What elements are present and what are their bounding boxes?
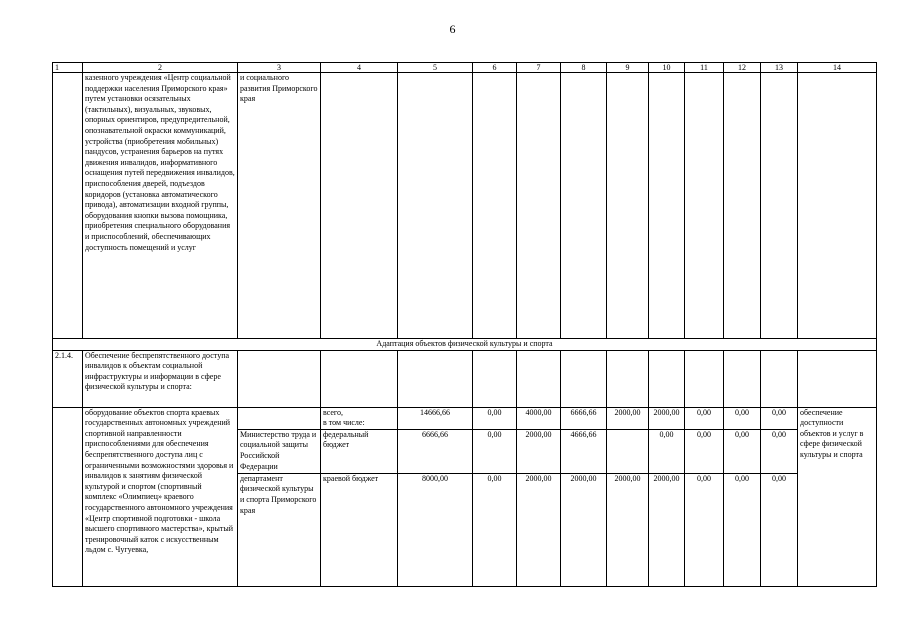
table-cell: 0,00 (761, 407, 798, 429)
col-header-12: 12 (724, 63, 761, 73)
section-title: Адаптация объектов физической культуры и спорта (53, 339, 877, 351)
table-cell: 0,00 (685, 407, 724, 429)
table-cell: 2000,00 (607, 407, 649, 429)
table-cell: 0,00 (685, 473, 724, 586)
table-cell: 0,00 (473, 473, 517, 586)
table-cell: 0,00 (724, 473, 761, 586)
funding-source: всего, (321, 407, 398, 418)
table-cell (607, 429, 649, 473)
col-header-14: 14 (798, 63, 877, 73)
table-cell: 0,00 (724, 407, 761, 429)
program-table (52, 62, 877, 587)
measure-description: оборудование объектов спорта краевых государственных автономных учреждений спортивной направленности приспособлениями для обеспечения беспрепятственного доступа лиц с ограниченными возможностями здоровья и инвалидов к занятиям физической культурой и спортом (спортивный комплекс «Олимпиец» краевого государственного автономного учреждения «Центр спортивной подготовки - школа высшего спортивного мастерства», крытый тренировочный каток с искусственным льдом с. Чугуевка, (83, 407, 238, 586)
table-cell: 14666,66 (398, 407, 473, 429)
col-header-7: 7 (517, 63, 561, 73)
measure-description: казенного учреждения «Центр социальной поддержки населения Приморского края» путем установки осязательных (тактильных), визуальных, звуковых, опорных ориентиров, предупредительной, опознавательной окраски коммуникаций, устройства (приобретения мобильных) пандусов, устранения барьеров на путях движения инвалидов, информативного оснащения путей передвижения инвалидов, приспособления дверей, подъездов коридоров (установка автоматического привода), автоматизации входной группы, оборудования кнопки вызова помощника, приобретения специального оборудования и приспособлений, обеспечивающих доступность помещений и услуг (83, 73, 238, 339)
table-cell: 2000,00 (517, 429, 561, 473)
col-header-6: 6 (473, 63, 517, 73)
table-cell: 0,00 (724, 429, 761, 473)
page-number: 6 (449, 22, 456, 36)
table-cell: 0,00 (685, 429, 724, 473)
table-cell: 2000,00 (607, 473, 649, 586)
table-cell: 2000,00 (649, 407, 685, 429)
col-header-11: 11 (685, 63, 724, 73)
funding-source: в том числе: (321, 418, 398, 429)
table-cell: 4000,00 (517, 407, 561, 429)
table-row-continued (53, 73, 877, 339)
col-header-1: 1 (53, 63, 83, 73)
table-cell: 2000,00 (649, 473, 685, 586)
measure-description: Обеспечение беспрепятственного доступа инвалидов к объектам социальной инфраструктуры и информации в сфере физической культуры и спорта: (83, 350, 238, 407)
table-row-2-1-4 (53, 350, 877, 407)
table-cell: 0,00 (473, 429, 517, 473)
executor: департамент физической культуры и спорта Приморского края (238, 473, 321, 586)
col-header-4: 4 (321, 63, 398, 73)
table-cell: 0,00 (761, 429, 798, 473)
row-number: 2.1.4. (53, 350, 83, 407)
section-row (53, 339, 877, 351)
col-header-9: 9 (607, 63, 649, 73)
table-cell: 2000,00 (561, 473, 607, 586)
col-header-3: 3 (238, 63, 321, 73)
col-header-13: 13 (761, 63, 798, 73)
table-cell: 4666,66 (561, 429, 607, 473)
table-cell: 0,00 (649, 429, 685, 473)
table-row-total (53, 407, 877, 418)
table-cell: 6666,66 (561, 407, 607, 429)
col-header-5: 5 (398, 63, 473, 73)
executor: Министерство труда и социальной защиты Российской Федерации (238, 429, 321, 473)
table-cell: 0,00 (473, 407, 517, 429)
executor: и социального развития Приморского края (238, 73, 321, 339)
table-cell: 2000,00 (517, 473, 561, 586)
table-cell: 8000,00 (398, 473, 473, 586)
expected-result: обеспечение доступности объектов и услуг в сфере физической культуры и спорта (798, 407, 877, 586)
table-cell: 6666,66 (398, 429, 473, 473)
col-header-10: 10 (649, 63, 685, 73)
funding-source: краевой бюджет (321, 473, 398, 586)
table-cell: 0,00 (761, 473, 798, 586)
funding-source: федеральный бюджет (321, 429, 398, 473)
column-number-row (53, 63, 877, 73)
col-header-2: 2 (83, 63, 238, 73)
col-header-8: 8 (561, 63, 607, 73)
